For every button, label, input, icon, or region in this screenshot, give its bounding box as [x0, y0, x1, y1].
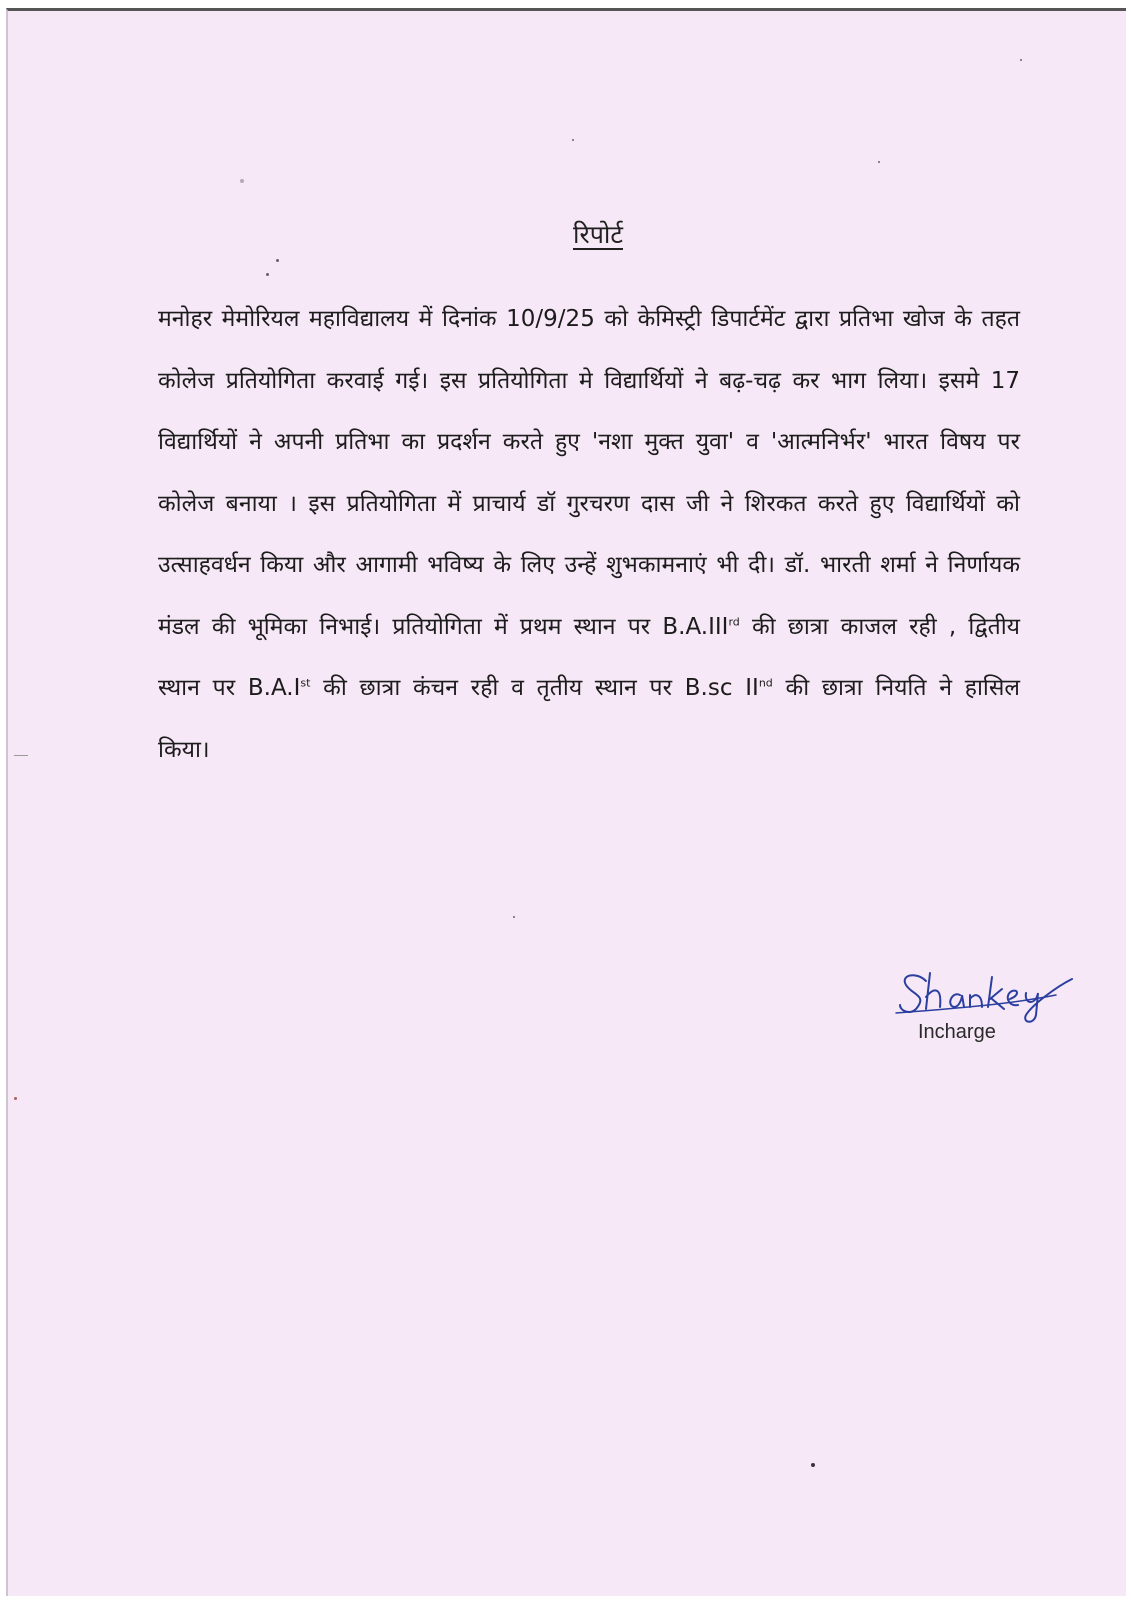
ordinal-superscript-1: rd: [728, 614, 740, 628]
report-body: [158, 289, 1020, 781]
body-text-part-1: मनोहर मेमोरियल महाविद्यालय में दिनांक 10/9/25 को केमिस्ट्री डिपार्टमेंट द्वारा प्रतिभा खोज के तहत कोलेज प्रतियोगिता करवाई गई। इस प्रतियोगिता मे विद्यार्थियों ने बढ़-चढ़ कर भाग लिया। इसमे 17 विद्यार्थियों ने अपनी प्रतिभा का प्रदर्शन करते हुए 'नशा मुक्त युवा' व 'आत्मनिर्भर' भारत विषय पर कोलेज बनाया । इस प्रतियोगिता में प्राचार्य डॉ गुरचरण दास जी ने शिरकत करते हुए विद्यार्थियों को उत्साहवर्धन किया और आगामी भविष्य के लिए उन्हें शुभकामनाएं भी दी। डॉ. भारती शर्मा ने निर्णायक मंडल की भूमिका निभाई। प्रतियोगिता में प्रथम स्थान पर B.A.III: [158, 306, 1020, 640]
body-text-part-2: की छात्रा काजल रही , द्वितीय स्थान पर B.A.I: [158, 613, 1020, 701]
paper-speck: [572, 139, 574, 141]
ordinal-superscript-3: nd: [758, 676, 773, 690]
handwritten-signature: [886, 965, 1076, 1025]
body-text-part-3: की छात्रा कंचन रही व तृतीय स्थान पर B.sc II: [310, 675, 759, 701]
document-page: [6, 8, 1126, 1596]
paper-speck: [513, 916, 515, 918]
paper-speck: [811, 1463, 815, 1467]
signatory-designation: Incharge: [918, 1021, 996, 1043]
paper-speck: [878, 161, 880, 163]
paper-speck: [266, 273, 269, 276]
paper-speck: [1020, 59, 1022, 61]
paper-speck: [276, 259, 279, 262]
paper-speck: [14, 1097, 17, 1100]
paper-speck: [240, 179, 244, 183]
paper-speck: [14, 755, 28, 756]
ordinal-superscript-2: st: [300, 676, 311, 690]
report-title: रिपोर्ट: [573, 220, 623, 249]
body-text-part-4: की छात्रा नियति ने हासिल किया।: [158, 675, 1021, 763]
